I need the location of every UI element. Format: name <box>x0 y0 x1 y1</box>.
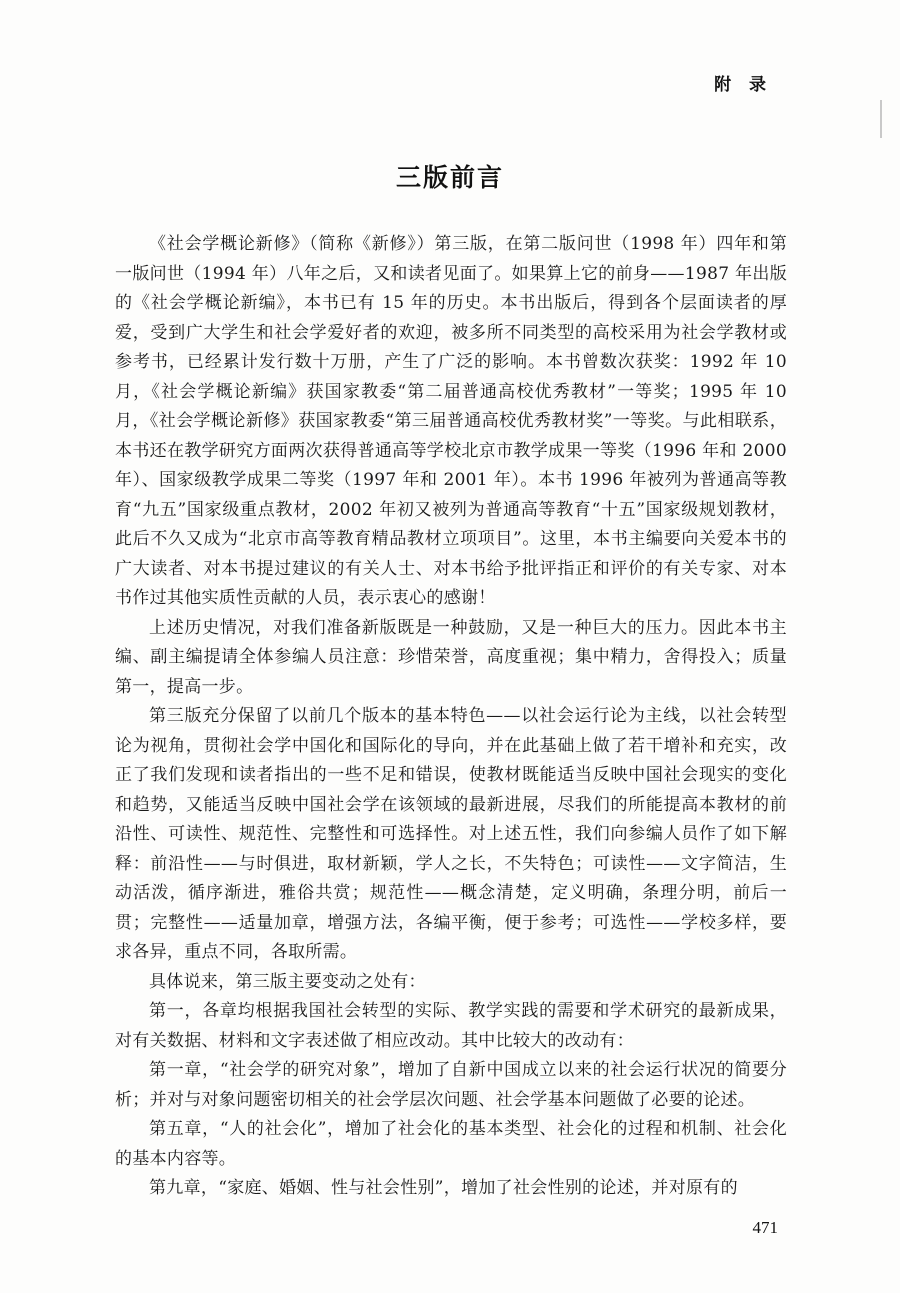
running-header: 附 录 <box>714 75 772 95</box>
paragraph: 第一章，“社会学的研究对象”，增加了自新中国成立以来的社会运行状况的简要分析；并对与对象问题密切相关的社会学层次问题、社会学基本问题做了必要的论述。 <box>115 1060 787 1110</box>
body-text <box>115 230 787 1204</box>
paragraph: 具体说来，第三版主要变动之处有： <box>149 971 426 992</box>
margin-mark <box>880 100 882 138</box>
page-title: 三版前言 <box>395 163 504 192</box>
paragraph: 第三版充分保留了以前几个版本的基本特色——以社会运行论为主线，以社会转型论为视角，贯彻社会学中国化和国际化的导向，并在此基础上做了若干增补和充实，改正了我们发现和读者指出的一些不足和错误，使教材既能适当反映中国社会现实的变化和趋势，又能适当反映中国社会学在该领域的最新进展，尽我们的所能提高本教材的前沿性、可读性、规范性、完整性和可选择性。对上述五性，我们向参编人员作了如下解释：前沿性——与时俱进，取材新颖，学人之长，不失特色；可读性——文字简洁，生动活泼，循序渐进，雅俗共赏；规范性——概念清楚，定义明确，条理分明，前后一贯；完整性——适量加章，增强方法，各编平衡，便于参考；可选性——学校多样，要求各异，重点不同，各取所需。 <box>115 706 787 962</box>
paragraph: 《社会学概论新修》（简称《新修》）第三版，在第二版问世（1998 年）四年和第一版问世（1994 年）八年之后，又和读者见面了。如果算上它的前身——1987 年出版的《社会学概论新编》，本书已有 15 年的历史。本书出版后，得到各个层面读者的厚爱，受到广大学生和社会学爱好者的欢迎，被多所不同类型的高校采用为社会学教材或参考书，已经累计发行数十万册，产生了广泛的影响。本书曾数次获奖：1992 年 10 月，《社会学概论新编》获国家教委“第二届普通高校优秀教材”一等奖；1995 年 10 月，《社会学概论新修》获国家教委“第三届普通高校优秀教材奖”一等奖。与此相联系，本书还在教学研究方面两次获得普通高等学校北京市教学成果一等奖（1996 年和 2000 年）、国家级教学成果二等奖（1997 年和 2001 年）。本书 1996 年被列为普通高等教育“九五”国家级重点教材，2002 年初又被列为普通高等教育“十五”国家级规划教材，此后不久又成为“北京市高等教育精品教材立项项目”。这里，本书主编要向关爱本书的广大读者、对本书提过建议的有关人士、对本书给予批评指正和评价的有关专家、对本书作过其他实质性贡献的人员，表示衷心的感谢！ <box>115 234 787 608</box>
paragraph: 第九章，“家庭、婚姻、性与社会性别”，增加了社会性别的论述，并对原有的 <box>149 1178 738 1198</box>
paragraph: 第五章，“人的社会化”，增加了社会化的基本类型、社会化的过程和机制、社会化的基本内容等。 <box>115 1119 787 1169</box>
paragraph: 第一，各章均根据我国社会转型的实际、教学实践的需要和学术研究的最新成果，对有关数据、材料和文字表述做了相应改动。其中比较大的改动有： <box>115 1001 787 1051</box>
paragraph: 上述历史情况，对我们准备新版既是一种鼓励，又是一种巨大的压力。因此本书主编、副主编提请全体参编人员注意：珍惜荣誉，高度重视；集中精力，舍得投入；质量第一，提高一步。 <box>115 617 787 697</box>
page-number: 471 <box>752 1218 778 1237</box>
